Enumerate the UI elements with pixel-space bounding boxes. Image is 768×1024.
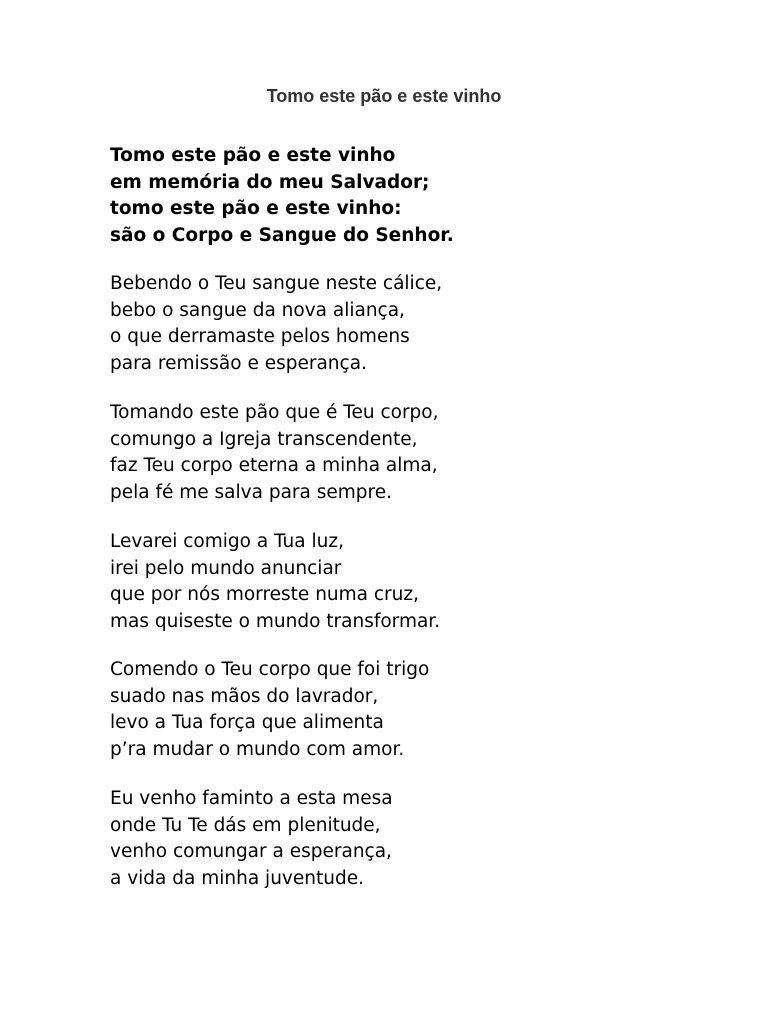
stanza-line: Comendo o Teu corpo que foi trigo: [110, 659, 430, 680]
stanza: [110, 657, 429, 763]
stanza-refrain: [110, 143, 454, 249]
stanza-line: para remissão e esperança.: [110, 352, 367, 374]
document-title: Tomo este pão e este vinho: [266, 86, 502, 106]
stanza-line: tomo este pão e este vinho:: [110, 198, 402, 219]
stanza-line: Levarei comigo a Tua luz,: [110, 531, 344, 552]
stanza-line: Eu venho faminto a esta mesa: [110, 788, 393, 809]
stanza: [110, 786, 393, 892]
stanza-line: faz Teu corpo eterna a minha alma,: [110, 455, 438, 476]
stanza-line: mas quiseste o mundo transformar.: [110, 610, 441, 632]
stanza: [110, 529, 440, 635]
stanza-line: a vida da minha juventude.: [110, 867, 364, 889]
stanza-line: o que derramaste pelos homens: [110, 326, 410, 347]
stanza-line: venho comungar a esperança,: [110, 841, 392, 862]
stanza-line: Bebendo o Teu sangue neste cálice,: [110, 273, 443, 294]
stanza-line: Tomo este pão e este vinho: [110, 145, 396, 166]
stanza-line: em memória do meu Salvador;: [110, 171, 430, 193]
stanza-line: onde Tu Te dás em plenitude,: [110, 814, 381, 836]
stanza-line: p’ra mudar o mundo com amor.: [110, 738, 405, 760]
stanza-line: levo a Tua força que alimenta: [110, 712, 384, 733]
stanza-line: são o Corpo e Sangue do Senhor.: [110, 224, 454, 246]
stanza: [110, 271, 442, 377]
stanza-line: Tomando este pão que é Teu corpo,: [110, 402, 439, 423]
stanza-line: irei pelo mundo anunciar: [110, 557, 342, 579]
stanza-line: que por nós morreste numa cruz,: [110, 584, 419, 605]
stanza-line: bebo o sangue da nova aliança,: [110, 299, 405, 321]
stanza-line: suado nas mãos do lavrador,: [110, 685, 379, 707]
stanza-line: comungo a Igreja transcendente,: [110, 428, 418, 450]
stanza: [110, 400, 439, 506]
stanza-line: pela fé me salva para sempre.: [110, 481, 392, 503]
